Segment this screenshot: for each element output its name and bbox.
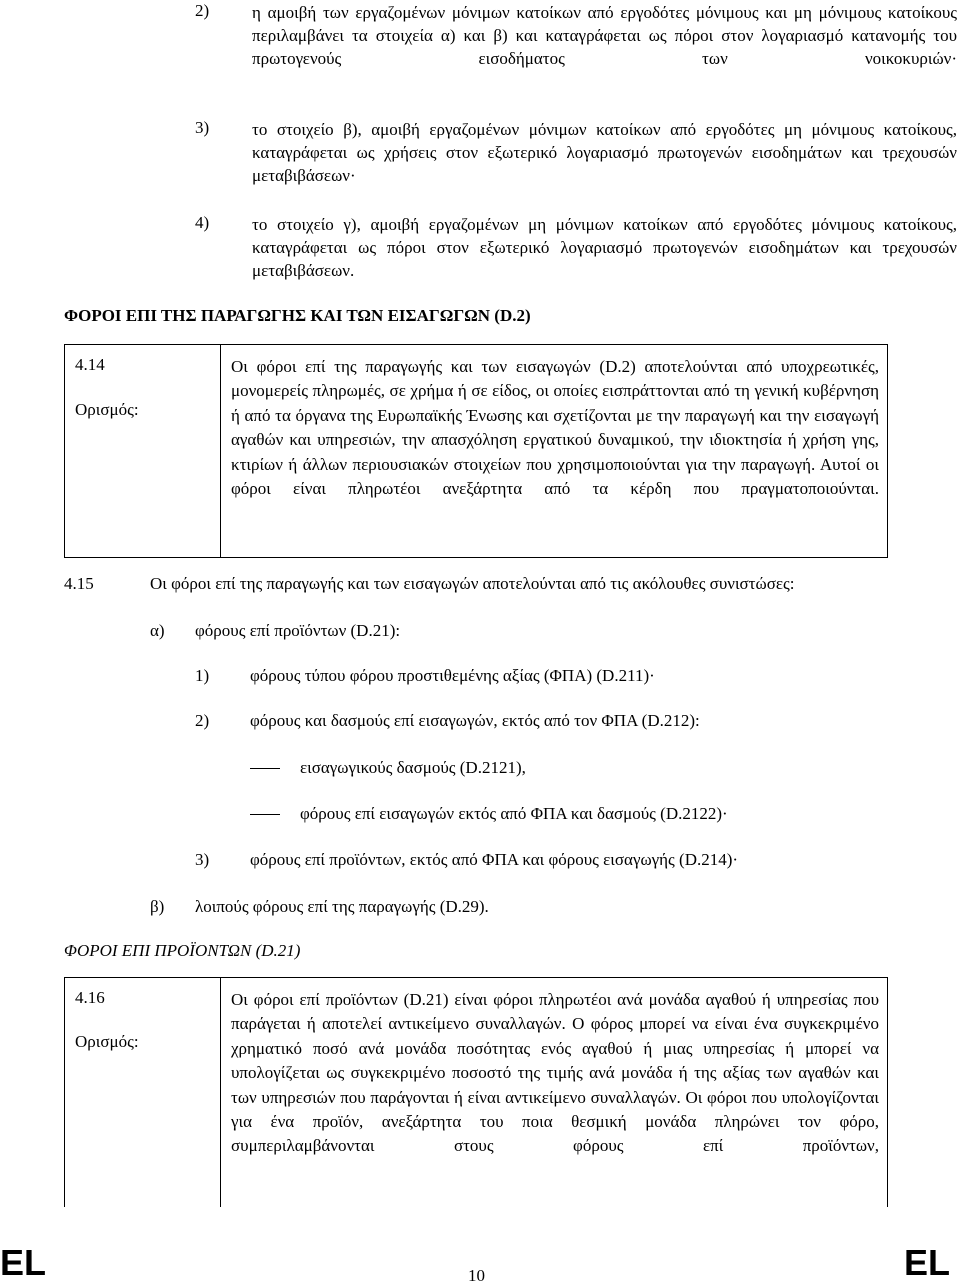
list-number: 3) — [195, 118, 210, 137]
page-number: 10 — [468, 1266, 485, 1285]
list-text: εισαγωγικούς δασμούς (D.2121), — [300, 758, 526, 777]
definition-box-4-16 — [64, 977, 888, 1207]
section-heading: ΦΟΡΟΙ ΕΠΙ ΤΗΣ ΠΑΡΑΓΩΓΗΣ ΚΑΙ ΤΩΝ ΕΙΣΑΓΩΓΩΝ (D.2) — [64, 306, 531, 325]
footer-language-right: EL — [904, 1242, 951, 1283]
dash-marker — [250, 768, 280, 769]
list-label: 1) — [195, 666, 210, 685]
list-number: 2) — [195, 1, 210, 20]
section-heading: ΦΟΡΟΙ ΕΠΙ ΠΡΟΪΟΝΤΩΝ (D.21) — [64, 941, 301, 960]
box-divider — [220, 978, 221, 1207]
list-label: β) — [150, 897, 165, 916]
box-divider — [220, 345, 221, 557]
list-text: φόρους και δασμούς επί εισαγωγών, εκτός από τον ΦΠΑ (D.212): — [250, 711, 700, 730]
definition-text: Οι φόροι επί της παραγωγής και των εισαγωγών (D.2) αποτελούνται από υποχρεωτικές, μονομερείς πληρωμές, σε χρήμα ή σε είδος, οι οποίες εισπράττονται από τη γενική κυβέρνηση ή από τα όργανα της Ευρωπαϊκής Ένωσης και σχετίζονται με την παραγωγή και την εισαγωγή αγαθών και υπηρεσιών, την απασχόληση εργατικού δυναμικού, την ιδιοκτησία ή χρήση γης, κτιρίων ή άλλων περιουσιακών στοιχείων που χρησιμοποιούνται για την παραγωγή. Αυτοί οι φόροι είναι πληρωτέοι ανεξάρτητα από τα κέρδη που πραγματοποιούνται. — [231, 357, 879, 499]
definition-box-4-14 — [64, 344, 888, 558]
dash-marker — [250, 814, 280, 815]
definition-label: Ορισμός: — [75, 400, 139, 419]
definition-text: Οι φόροι επί προϊόντων (D.21) είναι φόροι πληρωτέοι ανά μονάδα αγαθού ή υπηρεσίας που παράγεται ή αποτελεί αντικείμενο συναλλαγών. Ο φόρος μπορεί να είναι ένα συγκεκριμένο χρηματικό ποσό ανά μονάδα ποσότητας ενός αγαθού ή μιας υπηρεσίας ή μπορεί να υπολογίζεται ως συγκεκριμένο ποσοστό της τιμής ανά μονάδα ή της αξίας των αγαθών και των υπηρεσιών που παράγονται ή είναι αντικείμενο συναλλαγών. Οι φόροι που υπολογίζονται για ένα προϊόν, ανεξάρτητα του ποια θεσμική μονάδα πληρώνει τον φόρο, συμπεριλαμβάνονται στους φόρους επί προϊόντων, — [231, 990, 879, 1156]
list-text: λοιπούς φόρους επί της παραγωγής (D.29). — [195, 897, 489, 916]
definition-label: Ορισμός: — [75, 1032, 139, 1051]
footer-language-left: EL — [0, 1242, 47, 1283]
paragraph-number: 4.15 — [64, 574, 94, 593]
list-text: φόρους επί εισαγωγών εκτός από ΦΠΑ και δασμούς (D.2122)· — [300, 804, 728, 823]
list-text: το στοιχείο β), αμοιβή εργαζομένων μόνιμων κατοίκων από εργοδότες μη μόνιμους κατοίκους, καταγράφεται ως χρήσεις στον εξωτερικό λογαριασμό πρωτογενών εισοδημάτων και τρεχουσών μεταβιβάσεων· — [252, 120, 957, 185]
list-text: φόρους επί προϊόντων (D.21): — [195, 621, 401, 640]
list-text: η αμοιβή των εργαζομένων μόνιμων κατοίκων από εργοδότες μόνιμους και μη μόνιμους κατοίκους περιλαμβάνει τα στοιχεία α) και β) και καταγράφεται ως πόροι στον λογαριασμό κατανομής του πρωτογενούς εισοδήματος των νοικοκυριών· — [252, 3, 957, 68]
list-number: 4) — [195, 213, 210, 232]
list-label: 3) — [195, 850, 210, 869]
list-text: φόρους επί προϊόντων, εκτός από ΦΠΑ και φόρους εισαγωγής (D.214)· — [250, 850, 739, 869]
list-text: το στοιχείο γ), αμοιβή εργαζομένων μη μόνιμων κατοίκων από εργοδότες μόνιμους κατοίκους, καταγράφεται ως πόροι στον εξωτερικό λογαριασμό πρωτογενών εισοδημάτων και τρεχουσών μεταβιβάσεων. — [252, 215, 957, 280]
list-label: α) — [150, 621, 165, 640]
paragraph-text: Οι φόροι επί της παραγωγής και των εισαγωγών αποτελούνται από τις ακόλουθες συνιστώσες: — [150, 574, 795, 593]
list-text: φόρους τύπου φόρου προστιθεμένης αξίας (ΦΠΑ) (D.211)· — [250, 666, 655, 685]
definition-number: 4.16 — [75, 988, 105, 1007]
definition-number: 4.14 — [75, 355, 105, 374]
list-label: 2) — [195, 711, 210, 730]
